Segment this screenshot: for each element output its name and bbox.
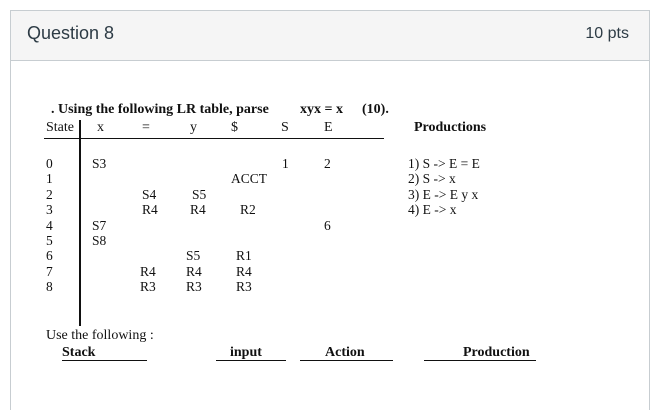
table-cell: R4 (190, 202, 206, 217)
state-label: 0 (46, 156, 53, 171)
header-eq: = (142, 120, 150, 135)
table-cell: R3 (186, 279, 202, 294)
production-item: 3) E -> E y x (408, 186, 479, 202)
state-label: 4 (46, 217, 53, 233)
state-label: 8 (46, 279, 53, 295)
instructions-text: Use the following : (46, 328, 154, 343)
header-dollar: $ (231, 120, 238, 135)
header-state: State (46, 120, 74, 135)
column-stack-underline (62, 360, 147, 361)
table-cell: S8 (92, 233, 107, 248)
state-label: 6 (46, 248, 53, 264)
state-label: 3 (46, 202, 53, 218)
table-cell: R4 (186, 264, 202, 279)
table-cell: R4 (142, 202, 158, 217)
column-input: input (230, 345, 262, 360)
state-column (46, 157, 53, 296)
column-action-underline (300, 360, 393, 361)
table-cell: S5 (186, 248, 201, 263)
table-cell: R3 (236, 279, 252, 294)
table-cell: R4 (236, 264, 252, 279)
state-label: 1 (46, 171, 53, 187)
table-header-rule (44, 138, 384, 139)
column-input-underline (216, 360, 286, 361)
question-title: Question 8 (27, 23, 115, 43)
column-production: Production (463, 345, 530, 360)
table-cell: S7 (92, 218, 107, 233)
table-cell: R3 (140, 279, 156, 294)
state-label: 2 (46, 186, 53, 202)
header-S: S (281, 120, 289, 135)
points-note: (10). (362, 102, 389, 117)
table-cell: R1 (236, 248, 252, 263)
table-cell: R4 (140, 264, 156, 279)
question-points: 10 pts (585, 25, 629, 42)
problem-prompt: . Using the following LR table, parse (51, 102, 269, 117)
table-cell: ACCT (231, 171, 268, 186)
state-label: 5 (46, 232, 53, 248)
table-cell: S3 (92, 156, 107, 171)
state-label: 7 (46, 263, 53, 279)
table-cell: 2 (324, 156, 331, 171)
production-item: 4) E -> x (408, 202, 457, 218)
table-cell: 1 (282, 156, 289, 171)
column-stack: Stack (62, 345, 96, 360)
production-item: 2) S -> x (408, 171, 456, 187)
production-item: 1) S -> E = E (408, 156, 480, 171)
table-cell: 6 (324, 218, 331, 233)
table-cell: R2 (240, 202, 256, 217)
question-header (11, 11, 649, 61)
header-y: y (190, 120, 197, 135)
input-string: xyx = x (300, 102, 343, 117)
column-action: Action (325, 345, 365, 360)
table-state-divider (79, 120, 81, 326)
productions-list (408, 157, 480, 219)
productions-heading: Productions (414, 120, 487, 135)
header-x: x (97, 120, 104, 135)
table-cell: S5 (192, 187, 207, 202)
table-cell: S4 (142, 187, 157, 202)
header-E: E (324, 120, 333, 135)
column-production-underline (424, 360, 536, 361)
